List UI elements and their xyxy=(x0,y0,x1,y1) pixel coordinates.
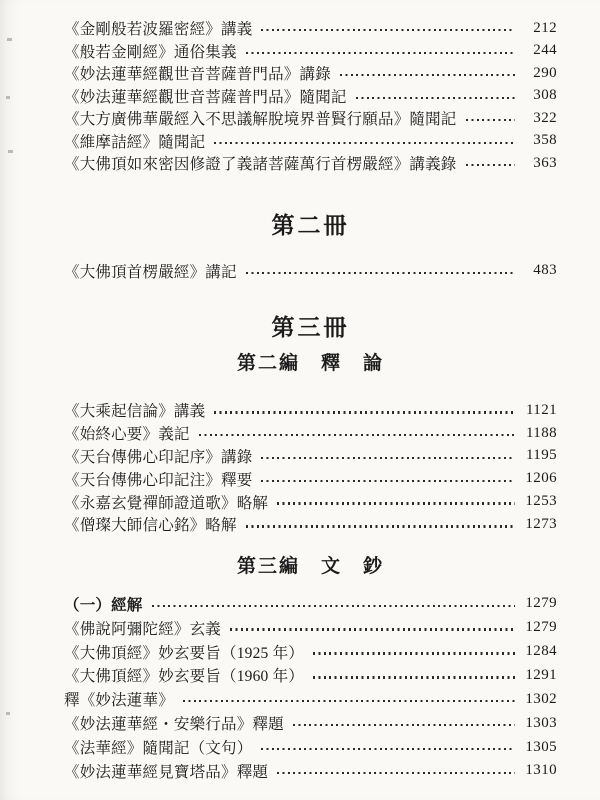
toc-block-volume2 xyxy=(64,260,557,283)
toc-entry-title: 《般若金剛經》通俗集義 xyxy=(64,43,237,61)
toc-entry-title: 《天台傳佛心印記注》釋要 xyxy=(64,471,253,489)
part-heading-2: 第二編 釋 論 xyxy=(236,353,384,374)
toc-entry-page: 1291 xyxy=(525,666,557,683)
toc-entry-title: 《永嘉玄覺禪師證道歌》略解 xyxy=(64,494,269,512)
toc-entry-title: 《天台傳佛心印記序》講錄 xyxy=(64,448,253,466)
dot-leader xyxy=(246,272,515,274)
toc-block-part2 xyxy=(64,399,557,536)
toc-entry-page: 1303 xyxy=(525,714,557,731)
toc-entry-title: 《大方廣佛華嚴經入不思議解脫境界普賢行願品》隨聞記 xyxy=(64,111,457,129)
scan-speck xyxy=(6,96,10,99)
toc-entry-title: 《大佛頂如來密因修證了義諸菩薩萬行首楞嚴經》講義錄 xyxy=(64,156,457,174)
volume-heading-2: 第二冊 xyxy=(271,212,350,238)
dot-leader xyxy=(152,605,515,607)
dot-leader xyxy=(313,676,515,678)
toc-entry-title: 《始終心要》義記 xyxy=(64,426,190,444)
dot-leader xyxy=(277,502,515,504)
toc-entry-page: 212 xyxy=(533,19,557,36)
toc-entry xyxy=(64,399,557,422)
toc-entry-title: 《大佛頂經》妙玄要旨（1925 年） xyxy=(64,644,304,662)
dot-leader xyxy=(466,119,515,121)
toc-entry-page: 358 xyxy=(533,132,557,149)
toc-entry-page: 1121 xyxy=(525,401,557,418)
toc-entry xyxy=(64,260,557,283)
toc-entry xyxy=(64,107,557,130)
toc-entry-title: 《大佛頂經》妙玄要旨（1960 年） xyxy=(64,668,304,686)
toc-entry xyxy=(64,445,557,468)
toc-entry xyxy=(64,467,557,490)
toc-block-part3 xyxy=(64,592,557,783)
toc-entry xyxy=(64,422,557,445)
toc-entry-title: 《妙法蓮華經・安樂行品》釋題 xyxy=(64,716,284,734)
toc-entry-page: 363 xyxy=(533,154,557,171)
toc-entry-page: 1206 xyxy=(525,470,557,487)
dot-leader xyxy=(466,164,515,166)
dot-leader xyxy=(261,480,515,482)
toc-entry-page: 1310 xyxy=(525,762,557,779)
dot-leader xyxy=(246,525,515,527)
volume-heading-3: 第三冊 xyxy=(271,315,350,340)
toc-entry xyxy=(64,759,557,783)
toc-entry xyxy=(64,152,557,175)
toc-entry-title: 《維摩詰經》隨聞記 xyxy=(64,133,206,151)
toc-entry xyxy=(64,711,557,735)
toc-entry-title: 《妙法蓮華經見寶塔品》釋題 xyxy=(64,763,269,781)
toc-entry-title: 釋《妙法蓮華》 xyxy=(64,692,174,710)
toc-entry-page: 244 xyxy=(533,42,557,59)
dot-leader xyxy=(214,411,515,413)
toc-entry-title: 《妙法蓮華經觀世音菩薩普門品》講錄 xyxy=(64,66,331,84)
dot-leader xyxy=(277,772,515,774)
toc-entry xyxy=(64,490,557,513)
dot-leader xyxy=(261,748,515,750)
dot-leader xyxy=(183,700,515,702)
scan-speck xyxy=(7,38,12,41)
toc-entry-title: （一）經解 xyxy=(64,596,143,614)
toc-entry xyxy=(64,616,557,640)
toc-entry-page: 1188 xyxy=(525,424,557,441)
dot-leader xyxy=(293,724,515,726)
toc-entry-page: 483 xyxy=(533,262,557,279)
toc-entry-page: 322 xyxy=(533,109,557,126)
toc-entry-page: 308 xyxy=(533,87,557,104)
toc-block-volume1 xyxy=(64,17,557,175)
toc-entry-page: 1302 xyxy=(525,690,557,707)
toc-entry-title: 《僧璨大師信心銘》略解 xyxy=(64,517,237,535)
toc-entry xyxy=(64,663,557,687)
toc-entry xyxy=(64,592,557,616)
toc-entry-title: 《大乘起信論》講義 xyxy=(64,403,206,421)
dot-leader xyxy=(214,142,515,144)
toc-entry-page: 1195 xyxy=(525,447,557,464)
toc-entry-title: 《大佛頂首楞嚴經》講記 xyxy=(64,263,237,281)
toc-entry-title: 《法華經》隨聞記（文句） xyxy=(64,740,253,758)
dot-leader xyxy=(340,74,515,76)
dot-leader xyxy=(261,457,515,459)
toc-entry-page: 1279 xyxy=(525,619,557,636)
toc-entry-page: 290 xyxy=(533,64,557,81)
dot-leader xyxy=(313,652,515,654)
dot-leader xyxy=(356,97,515,99)
dot-leader xyxy=(261,29,515,31)
toc-entry-title: 《妙法蓮華經觀世音菩薩普門品》隨聞記 xyxy=(64,88,347,106)
toc-entry-page: 1273 xyxy=(525,515,557,532)
scan-speck xyxy=(8,150,13,153)
toc-entry-title: 《佛說阿彌陀經》玄義 xyxy=(64,620,222,638)
toc-entry xyxy=(64,513,557,536)
dot-leader xyxy=(230,628,515,630)
toc-entry-page: 1253 xyxy=(525,493,557,510)
dot-leader xyxy=(246,52,515,54)
toc-entry xyxy=(64,85,557,108)
toc-entry xyxy=(64,735,557,759)
toc-entry-page: 1279 xyxy=(525,595,557,612)
scan-speck xyxy=(6,712,10,715)
toc-entry xyxy=(64,17,557,40)
toc-entry xyxy=(64,40,557,63)
toc-entry-page: 1305 xyxy=(525,738,557,755)
toc-entry-page: 1284 xyxy=(525,643,557,659)
toc-entry xyxy=(64,640,557,664)
toc-entry xyxy=(64,130,557,153)
toc-entry-title: 《金剛般若波羅密經》講義 xyxy=(64,21,253,39)
toc-entry xyxy=(64,62,557,85)
dot-leader xyxy=(199,434,515,436)
toc-entry xyxy=(64,687,557,711)
part-heading-3: 第三編 文 鈔 xyxy=(236,555,384,577)
